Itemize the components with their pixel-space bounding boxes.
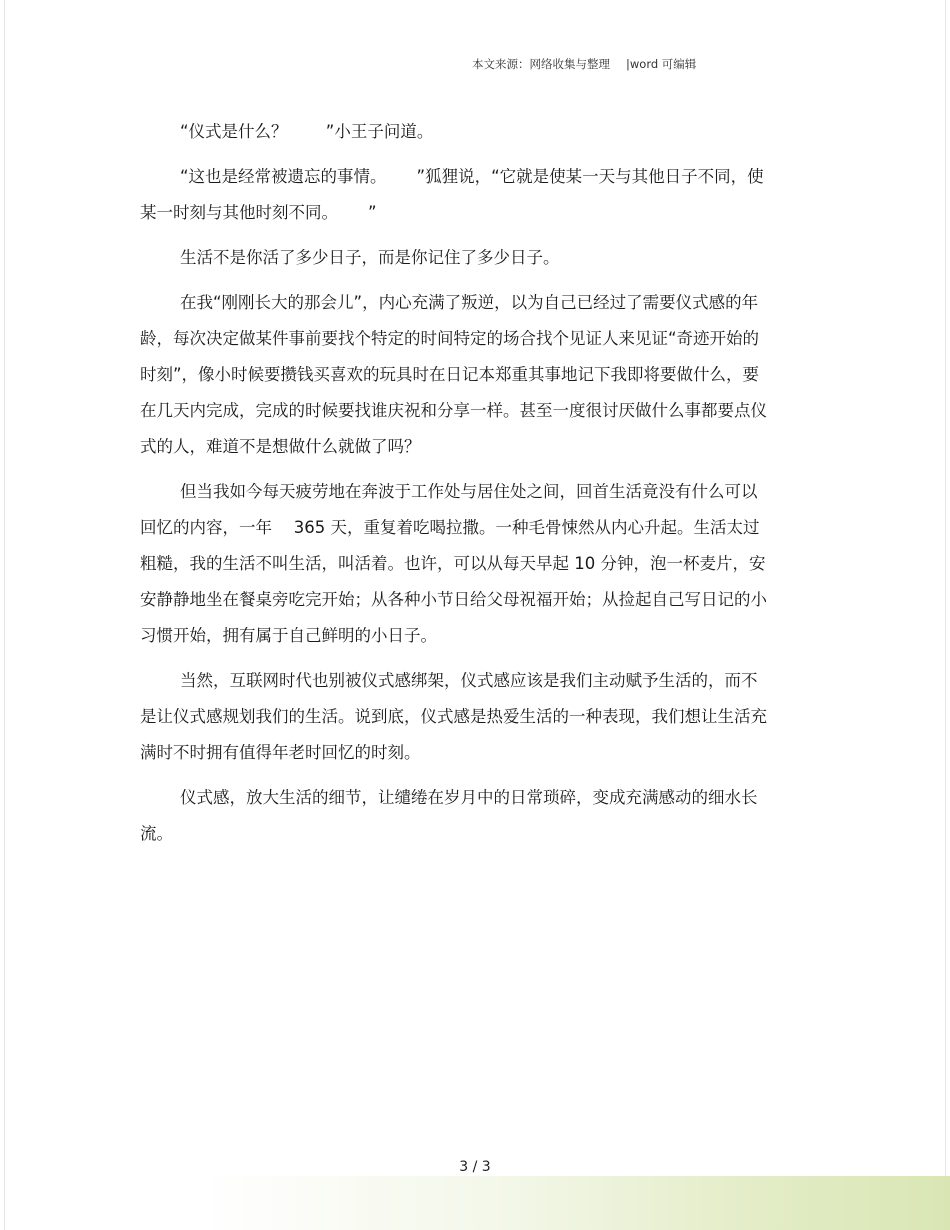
paragraph-4: 在我“刚刚长大的那会儿”，内心充满了叛逆，以为自己已经过了需要仪式感的年龄，每次决定做某件事前要找个特定的时间特定的场合找个见证人来见证“奇迹开始的时刻”，像小时候要攒钱买喜欢的玩具时在日记本郑重其事地记下我即将要做什么，要在几天内完成，完成的时候要找谁庆祝和分享一样。甚至一度很讨厌做什么事都要点仪式的人，难道不是想做什么就做了吗？ [140, 293, 767, 456]
header-source: 本文来源：网络收集与整理 [472, 57, 610, 71]
paragraph-2: “这也是经常被遗忘的事情。 ”狐狸说，“它就是使某一天与其他日子不同，使某一时刻与其他时刻不同。 ” [140, 167, 764, 222]
header-edit-note: |word 可编辑 [626, 57, 697, 71]
paragraph-5: 但当我如今每天疲劳地在奔波于工作处与居住处之间，回首生活竟没有什么可以回忆的内容，一年 365 天，重复着吃喝拉撒。一种毛骨悚然从内心升起。生活太过粗糙，我的生活不叫生活，叫活着。也许，可以从每天早起 10 分钟，泡一杯麦片，安安静静地坐在餐桌旁吃完开始；从各种小节日给父母祝福开始；从捡起自己写日记的小习惯开始，拥有属于自己鲜明的小日子。 [140, 482, 767, 645]
page-edge-right [945, 0, 946, 1230]
paragraph-7: 仪式感，放大生活的细节，让缱绻在岁月中的日常琐碎，变成充满感动的细水长流。 [140, 788, 758, 843]
paragraph-6: 当然，互联网时代也别被仪式感绑架，仪式感应该是我们主动赋予生活的，而不是让仪式感规划我们的生活。说到底，仪式感是热爱生活的一种表现，我们想让生活充满时不时拥有值得年老时回忆的时刻。 [140, 671, 767, 762]
article-body [140, 114, 772, 861]
paragraph-3: 生活不是你活了多少日子，而是你记住了多少日子。 [180, 248, 560, 267]
page-edge-left [4, 0, 5, 1230]
page-header [472, 56, 696, 72]
paragraph-1: “仪式是什么？ ”小王子问道。 [180, 122, 434, 141]
page-number: 3 / 3 [459, 1159, 491, 1175]
footer-decoration [200, 1176, 950, 1230]
